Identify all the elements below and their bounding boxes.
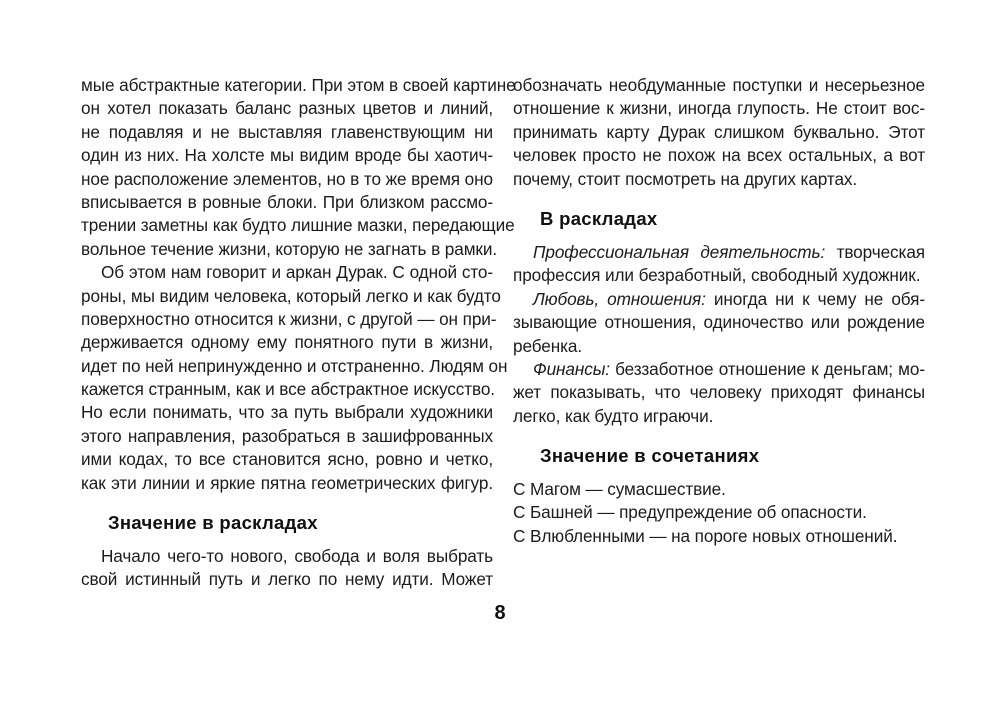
text-line xyxy=(513,358,925,381)
list-item: С Влюбленными — на пороге новых отношений. xyxy=(513,525,898,546)
meaning-finance xyxy=(513,358,925,428)
combinations-list xyxy=(513,478,925,548)
text-line: ное расположение элементов, но в то же время оно xyxy=(81,168,493,189)
meaning-label: Профессиональная деятельность: xyxy=(533,241,826,262)
meaning-label: Финансы: xyxy=(533,358,610,379)
text-line: он хотел показать баланс разных цветов и линий, xyxy=(81,98,493,119)
text-line: поверхностно относится к жизни, с другой — он при- xyxy=(81,308,497,329)
meaning-text: творческая xyxy=(825,241,925,262)
text-line: не подавляя и не выставляя главенствующим ни xyxy=(81,121,493,142)
left-paragraph-1 xyxy=(81,74,516,261)
text-line xyxy=(513,288,925,311)
text-line: обозначать необдуманные поступки и несерьезное xyxy=(513,75,925,95)
page-number: 8 xyxy=(494,602,506,624)
text-line: вписывается в ровные блоки. При близком рассмо- xyxy=(81,191,493,212)
text-line: принимать карту Дурак слишком буквально. Этот xyxy=(513,121,925,142)
text-line: трении заметны как будто лишние мазки, передающие xyxy=(81,215,515,236)
text-line: почему, стоит посмотреть на других картах. xyxy=(513,168,858,189)
text-line: жет показывать, что человеку приходят финансы xyxy=(513,382,925,403)
text-line: кажется странным, как и все абстрактное искусство. xyxy=(81,379,495,400)
left-column xyxy=(81,74,516,592)
text-line: ими кодах, то все становится ясно, ровно и четко, xyxy=(81,449,493,470)
text-line: идет по ней непринужденно и отстраненно. Людям он xyxy=(81,355,508,376)
left-paragraph-2 xyxy=(81,261,508,495)
text-line: как эти линии и яркие пятна геометрических фигур. xyxy=(81,472,493,493)
text-line: человек просто не похож на всех остальных, а вот xyxy=(513,145,925,166)
text-line: Об этом нам говорит и аркан Дурак. С одной сто- xyxy=(101,262,493,283)
text-line xyxy=(513,241,925,264)
text-line: отношение к жизни, иногда глупость. Не стоит вос- xyxy=(513,98,925,119)
text-line: один из них. На холсте мы видим вроде бы хаотич- xyxy=(81,145,493,166)
meaning-profession xyxy=(513,241,925,288)
meaning-text: иногда ни к чему не обя- xyxy=(705,288,925,309)
text-line: мые абстрактные категории. При этом в своей картине xyxy=(81,75,516,95)
left-paragraph-3 xyxy=(81,545,493,592)
text-line: свой истинный путь и легко по нему идти. Может xyxy=(81,569,493,590)
text-line: профессия или безработный, свободный художник. xyxy=(513,265,921,286)
text-line: этого направления, разобраться в зашифрованных xyxy=(81,425,493,446)
section-heading: Значение в сочетаниях xyxy=(540,445,760,467)
text-line: легко, как будто играючи. xyxy=(513,405,714,426)
text-line: ребенка. xyxy=(513,335,583,356)
section-heading: В раскладах xyxy=(540,207,658,229)
text-line: зывающие отношения, одиночество или рождение xyxy=(513,312,925,333)
text-line: вольное течение жизни, которую не загнать в рамки. xyxy=(81,238,498,259)
text-line: Начало чего-то нового, свобода и воля выбрать xyxy=(101,546,493,567)
meaning-love xyxy=(513,288,925,358)
right-paragraph-1 xyxy=(513,74,925,191)
right-column xyxy=(513,74,925,548)
text-line: держивается одному ему понятного пути в жизни, xyxy=(81,332,493,353)
list-item: С Башней — предупреждение об опасности. xyxy=(513,502,867,523)
text-line: Но если понимать, что за путь выбрали художники xyxy=(81,402,493,423)
meaning-label: Любовь, отношения: xyxy=(533,288,706,309)
meaning-text: беззаботное отношение к деньгам; мо- xyxy=(609,358,925,379)
section-heading: Значение в раскладах xyxy=(108,512,318,534)
text-line: роны, мы видим человека, который легко и как будто xyxy=(81,285,501,306)
list-item: С Магом — сумасшествие. xyxy=(513,479,726,500)
